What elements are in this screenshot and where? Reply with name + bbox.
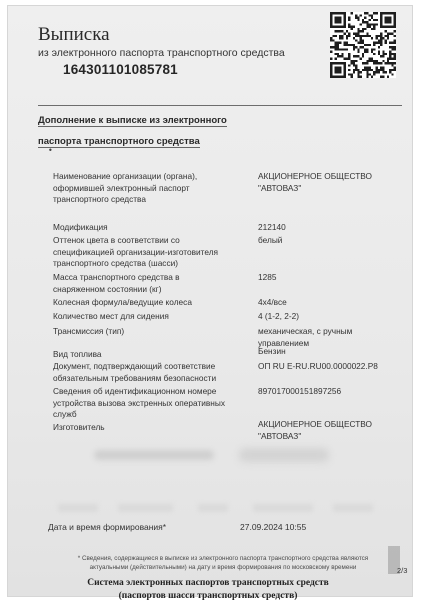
field-label-transmission: Трансмиссия (тип) (53, 326, 125, 336)
field-label-manufacturer: Изготовитель (53, 422, 105, 432)
redacted-block-left (94, 450, 214, 460)
field-label-organization: Наименование организации (органа), оформившей электронный паспорт транспортного средства (53, 171, 198, 204)
section-mark: • (48, 146, 53, 155)
field-value-fuel: Бензин (258, 346, 286, 356)
passport-number: 164301101085781 (63, 62, 178, 77)
field-value-wheel-formula: 4х4/все (258, 297, 287, 307)
field-label-modification: Модификация (53, 222, 108, 232)
faint-watermark-band (48, 484, 388, 516)
field-label-seats: Количество мест для сидения (53, 311, 169, 321)
field-value-transmission: механическая, с ручным управлением (258, 326, 353, 348)
footnote: * Сведения, содержащиеся в выписке из электронного паспорта транспортного средства являются актуальными (действительными) на дату и время формирования по московскому времени (77, 555, 369, 571)
document-page (8, 6, 412, 601)
field-label-emergency-device: Сведения об идентификационном номере устройства вызова экстренных оперативных служб (53, 386, 225, 419)
field-value-emergency-device: 897017000151897256 (258, 386, 342, 396)
footer-system-line-2: (паспортов шасси транспортных средств) (118, 591, 298, 601)
field-value-manufacturer: АКЦИОНЕРНОЕ ОБЩЕСТВО "АВТОВАЗ" (258, 419, 372, 441)
footer-system-title (48, 577, 368, 603)
section-title (38, 110, 238, 152)
document-title: Выписка (38, 24, 110, 45)
section-title-line-1: Дополнение к выписке из электронного (38, 115, 227, 126)
qr-code-icon (330, 12, 396, 78)
redacted-block-right (239, 448, 329, 462)
footer-system-line-1: Система электронных паспортов транспортных средств (87, 578, 329, 588)
redacted-area (34, 444, 394, 472)
header-divider (38, 105, 402, 106)
field-value-modification: 212140 (258, 222, 286, 232)
formation-datetime-label: Дата и время формирования* (48, 522, 167, 532)
field-value-color: белый (258, 235, 283, 245)
formation-datetime-value: 27.09.2024 10:55 (240, 522, 307, 532)
field-value-seats: 4 (1-2, 2-2) (258, 311, 300, 321)
field-label-color: Оттенок цвета в соответствии со спецификацией организации-изготовителя транспортного средства (шасси) (53, 235, 219, 268)
field-value-mass: 1285 (258, 272, 277, 282)
field-value-conformity-document: ОП RU E-RU.RU00.0000022.P8 (258, 361, 378, 371)
field-value-organization: АКЦИОНЕРНОЕ ОБЩЕСТВО "АВТОВАЗ" (258, 171, 372, 193)
field-label-conformity-document: Документ, подтверждающий соответствие обязательным требованиям безопасности (53, 361, 217, 383)
field-label-mass: Масса транспортного средства в снаряженном состоянии (кг) (53, 272, 180, 294)
field-label-fuel: Вид топлива (53, 349, 102, 359)
document-subtitle: из электронного паспорта транспортного средства (38, 47, 285, 59)
page-number: 2/3 (397, 566, 408, 575)
section-title-line-2: паспорта транспортного средства (38, 136, 200, 147)
field-label-wheel-formula: Колесная формула/ведущие колеса (53, 297, 192, 307)
